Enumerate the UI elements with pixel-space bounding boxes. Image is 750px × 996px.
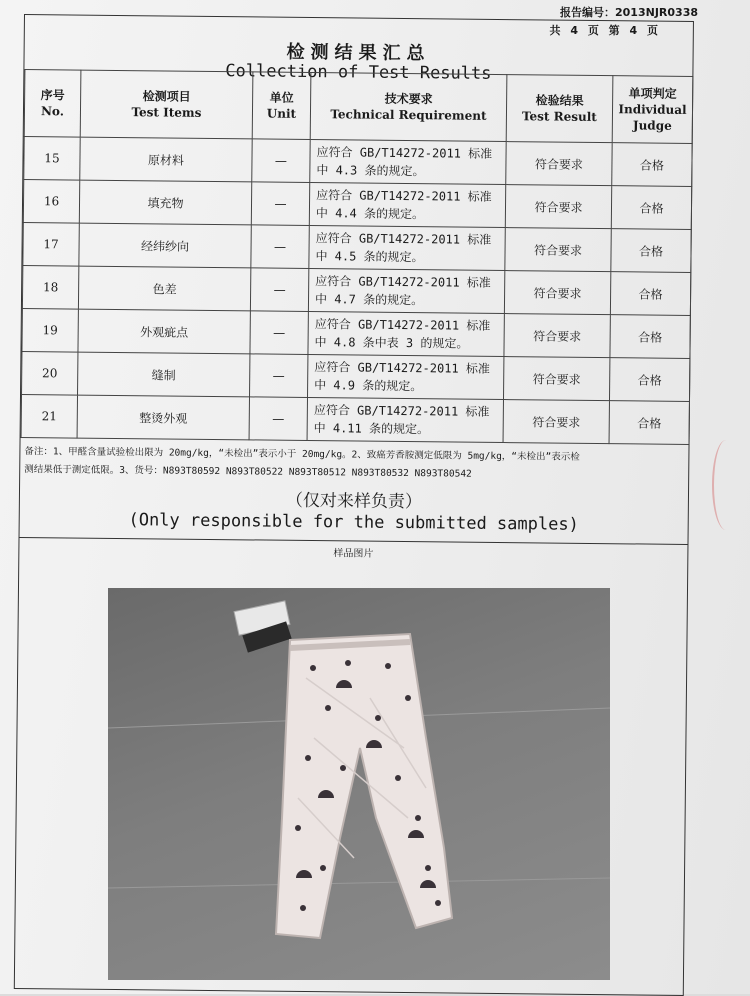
row-item: 缝制 [78, 352, 250, 397]
req-line-1: 应符合 GB/T14272-2011 标准 [314, 360, 490, 376]
floor-seam [108, 878, 610, 888]
row-item: 经纬纱向 [79, 223, 251, 268]
row-unit: — [252, 139, 310, 183]
row-result: 符合要求 [505, 185, 611, 229]
row-unit: — [251, 225, 309, 269]
row-unit: — [249, 397, 307, 441]
row-no: 15 [24, 137, 80, 181]
header-judge-en2: Judge [632, 118, 672, 133]
row-result: 符合要求 [504, 314, 610, 358]
req-line-1: 应符合 GB/T14272-2011 标准 [314, 317, 491, 333]
req-line-2: 中 4.7 条的规定。 [314, 292, 424, 308]
row-no: 21 [21, 394, 77, 438]
row-unit: — [250, 268, 308, 312]
header-no-en: No. [40, 104, 65, 119]
row-requirement [307, 397, 503, 442]
row-item: 原材料 [80, 137, 252, 182]
row-no: 18 [22, 266, 78, 310]
title-english: Collection of Test Results [225, 61, 492, 84]
row-requirement [310, 140, 506, 185]
header-result [506, 75, 613, 143]
row-no: 17 [23, 223, 79, 267]
req-line-2: 中 4.8 条中表 3 的规定。 [314, 335, 469, 351]
header-no-cn: 序号 [40, 87, 65, 103]
req-line-2: 中 4.3 条的规定。 [316, 163, 425, 179]
req-line-1: 应符合 GB/T14272-2011 标准 [315, 231, 492, 247]
req-line-2: 中 4.4 条的规定。 [315, 206, 425, 222]
pants-icon [276, 634, 452, 938]
header-judge-cn: 单项判定 [628, 86, 677, 101]
header-req-en: Technical Requirement [330, 107, 487, 123]
table-row [22, 266, 690, 316]
row-result: 符合要求 [503, 400, 609, 444]
table-row [24, 137, 692, 187]
req-line-1: 应符合 GB/T14272-2011 标准 [316, 188, 492, 204]
header-unit-cn: 单位 [269, 90, 294, 105]
title-chinese: 检测结果汇总 [286, 41, 431, 65]
row-requirement [308, 268, 504, 313]
row-judge: 合格 [610, 315, 690, 359]
header-item-cn: 检测项目 [142, 89, 191, 104]
row-result: 符合要求 [503, 357, 609, 401]
row-unit: — [250, 311, 308, 355]
req-line-1: 应符合 GB/T14272-2011 标准 [316, 145, 493, 161]
header-unit-en: Unit [266, 106, 297, 121]
req-line-1: 应符合 GB/T14272-2011 标准 [313, 403, 490, 419]
header-unit [252, 72, 311, 140]
seal-stamp-icon [712, 440, 740, 530]
page-indicator: 共 4 页 第 4 页 [549, 24, 658, 37]
row-judge: 合格 [611, 229, 691, 273]
header-result-cn: 检验结果 [535, 93, 584, 108]
header-result-en: Test Result [521, 109, 597, 125]
header-item [80, 70, 253, 139]
row-requirement [307, 354, 503, 399]
table-row [23, 223, 691, 273]
row-requirement [309, 183, 505, 228]
notes [24, 443, 684, 486]
req-line-2: 中 4.11 条的规定。 [313, 421, 430, 437]
row-unit: — [250, 354, 308, 398]
row-no: 16 [23, 180, 79, 224]
row-judge: 合格 [609, 358, 689, 402]
row-item: 整烫外观 [77, 395, 249, 440]
header-requirement [310, 73, 507, 142]
row-result: 符合要求 [505, 228, 611, 272]
row-result: 符合要求 [506, 142, 612, 186]
row-result: 符合要求 [504, 271, 610, 315]
header-item-en: Test Items [131, 105, 202, 120]
responsibility-english: (Only responsible for the submitted samples) [128, 510, 579, 535]
report-number: 报告编号：2013NJR0338 [560, 6, 698, 19]
sample-pants-illustration [108, 588, 610, 980]
results-table [21, 69, 694, 445]
table-row [21, 394, 689, 444]
table-header-row [24, 70, 693, 144]
row-judge: 合格 [609, 401, 689, 445]
header-judge-en1: Individual [618, 102, 687, 117]
hang-tag-icon [234, 601, 292, 653]
notes-line-1: 备注：1、甲醛含量试验检出限为 20mg/kg，“未检出”表示小于 20mg/kg。2、致癌芳香胺测定低限为 5mg/kg，“未检出”表示检 [24, 446, 580, 463]
row-unit: — [251, 182, 309, 226]
row-no: 20 [22, 351, 78, 395]
req-line-2: 中 4.5 条的规定。 [315, 249, 424, 265]
row-item: 外观疵点 [78, 309, 250, 354]
row-item: 色差 [78, 266, 250, 311]
row-requirement [308, 311, 504, 356]
header-req-cn: 技术要求 [384, 91, 433, 107]
row-judge: 合格 [612, 143, 692, 187]
row-no: 19 [22, 308, 78, 352]
header-judge [612, 76, 693, 144]
row-requirement [309, 225, 505, 270]
req-line-1: 应符合 GB/T14272-2011 标准 [315, 274, 491, 290]
row-item: 填充物 [79, 180, 251, 225]
responsibility-chinese: （仅对来样负责） [285, 490, 423, 513]
req-line-2: 中 4.9 条的规定。 [314, 378, 423, 394]
row-judge: 合格 [611, 186, 691, 230]
table-row [22, 351, 690, 401]
sample-photo-label: 样品图片 [333, 548, 374, 560]
table-row [23, 180, 691, 230]
row-judge: 合格 [610, 272, 690, 316]
sample-photo [108, 588, 610, 980]
notes-line-2: 测结果低于测定低限。3、货号：N893T80592 N893T80522 N893T80512 N893T80532 N893T80542 [24, 464, 472, 480]
header-no [24, 70, 81, 138]
table-row [22, 308, 690, 358]
